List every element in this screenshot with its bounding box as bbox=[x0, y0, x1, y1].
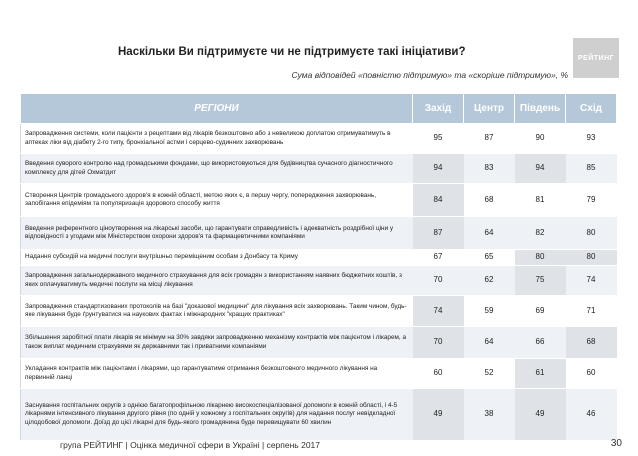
value-east: 60 bbox=[566, 359, 617, 389]
subtitle: Сума відповідей «повністю підтримую» та «скоріше підтримую», % bbox=[291, 70, 568, 80]
row-label: Укладання контрактів між пацієнтами і лікарями, що гарантуватиме отримання безкоштовного медичного лікування на первинній ланці bbox=[21, 359, 413, 389]
table-header-row bbox=[21, 94, 617, 124]
header-south: Південь bbox=[515, 94, 566, 124]
header-east: Схід bbox=[566, 94, 617, 124]
footer-caption: група РЕЙТИНГ | Оцінка медичної сфери в Україні | серпень 2017 bbox=[60, 440, 320, 450]
value-center: 68 bbox=[464, 184, 515, 217]
row-label: Введення референтного ціноутворення на лікарські засоби, що гарантувати справедливість і адекватність роздрібної ціни у відповідності з угодами між Міністерством охорони здоров'я та фармацевтичними компаніями bbox=[21, 217, 413, 250]
row-label: Створення Центрів громадського здоров'я в кожній області, метою яких є, в першу чергу, попередження захворювань, запобігання епідеміям та популяризація здорового способу життя bbox=[21, 184, 413, 217]
value-south: 49 bbox=[515, 389, 566, 441]
row-label: Надання субсидій на медичні послуги внутрішньо переміщеним особам з Донбасу та Криму bbox=[21, 250, 413, 266]
value-center: 62 bbox=[464, 266, 515, 296]
value-center: 64 bbox=[464, 327, 515, 359]
value-south: 61 bbox=[515, 359, 566, 389]
value-east: 85 bbox=[566, 154, 617, 184]
table-row bbox=[21, 359, 617, 389]
value-east: 80 bbox=[566, 217, 617, 250]
value-center: 83 bbox=[464, 154, 515, 184]
table-row bbox=[21, 327, 617, 359]
table-row bbox=[21, 296, 617, 327]
value-east: 93 bbox=[566, 124, 617, 154]
value-east: 79 bbox=[566, 184, 617, 217]
results-table bbox=[20, 93, 617, 441]
value-east: 71 bbox=[566, 296, 617, 327]
value-south: 75 bbox=[515, 266, 566, 296]
logo-text: РЕЙТИНГ bbox=[577, 54, 615, 62]
question-title: Наскільки Ви підтримуєте чи не підтримуєте такі ініціативи? bbox=[118, 46, 466, 58]
value-south: 66 bbox=[515, 327, 566, 359]
value-south: 81 bbox=[515, 184, 566, 217]
value-center: 59 bbox=[464, 296, 515, 327]
value-center: 65 bbox=[464, 250, 515, 266]
value-south: 80 bbox=[515, 250, 566, 266]
header-center: Центр bbox=[464, 94, 515, 124]
value-east: 80 bbox=[566, 250, 617, 266]
header-regions: РЕГІОНИ bbox=[21, 94, 413, 124]
value-west: 87 bbox=[413, 217, 464, 250]
value-south: 94 bbox=[515, 154, 566, 184]
table-row bbox=[21, 124, 617, 154]
value-west: 94 bbox=[413, 154, 464, 184]
header-west: Захід bbox=[413, 94, 464, 124]
row-label: Запровадження системи, коли пацієнти з рецептами від лікарів безкоштовно або з невеликою доплатою отримуватимуть в аптеках ліки від діабету 2-го типу, бронхіальної астми і серцево-судинних захворювань bbox=[21, 124, 413, 154]
value-east: 46 bbox=[566, 389, 617, 441]
row-label: Введення суворого контролю над громадськими фондами, що використовуються для будівництва сучасного діагностичного комплексу для дітей Охматдит bbox=[21, 154, 413, 184]
value-west: 84 bbox=[413, 184, 464, 217]
value-west: 95 bbox=[413, 124, 464, 154]
value-east: 68 bbox=[566, 327, 617, 359]
value-south: 90 bbox=[515, 124, 566, 154]
table-row bbox=[21, 217, 617, 250]
row-label: Збільшення заробітної плати лікарів як мінімум на 30% завдяки запровадженню механізму контрактів між пацієнтом і лікарем, а також виплат медичним страхувями як державними так і приватними компаніями bbox=[21, 327, 413, 359]
value-center: 52 bbox=[464, 359, 515, 389]
table-row bbox=[21, 154, 617, 184]
row-label: Запровадження стандартизованих протоколів на базі "доказової медицини" для лікування всіх захворювань. Таким чином, будь-яке лікування буде ґрунтуватися на наукових фактах і міжнародних "кращих практиках" bbox=[21, 296, 413, 327]
page-number: 30 bbox=[610, 438, 622, 449]
row-label: Запровадження загальнодержавного медичного страхування для всіх громадян з використанням наявних бюджетних коштів, з яких оплачуватимуть медичні послуги на місці лікування bbox=[21, 266, 413, 296]
value-south: 82 bbox=[515, 217, 566, 250]
value-west: 49 bbox=[413, 389, 464, 441]
value-west: 70 bbox=[413, 266, 464, 296]
value-west: 67 bbox=[413, 250, 464, 266]
value-center: 64 bbox=[464, 217, 515, 250]
table-row bbox=[21, 250, 617, 266]
table-row bbox=[21, 266, 617, 296]
value-south: 69 bbox=[515, 296, 566, 327]
rating-logo bbox=[573, 38, 619, 78]
value-west: 60 bbox=[413, 359, 464, 389]
row-label: Заснування госпітальних округів з однією багатопрофільною лікарнею високоспеціалізованої допомоги в кожній області, і 4-5 лікарнями інтенсивного лікування другого рівня (по одній у кожному з госпітальних округів) для надання послуг невідкладної цілодобової допомоги. Доїзд до цієї лікарні для будь-якого громадянина буде перевищувати 60 хвилин bbox=[21, 389, 413, 441]
value-east: 74 bbox=[566, 266, 617, 296]
value-center: 87 bbox=[464, 124, 515, 154]
value-west: 70 bbox=[413, 327, 464, 359]
table-row bbox=[21, 389, 617, 441]
value-center: 38 bbox=[464, 389, 515, 441]
value-west: 74 bbox=[413, 296, 464, 327]
table-row bbox=[21, 184, 617, 217]
